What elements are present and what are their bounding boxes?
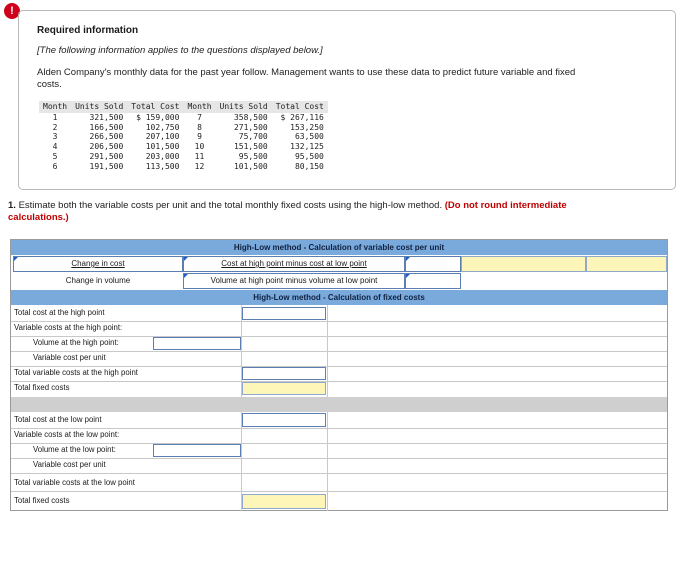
section-separator — [11, 397, 667, 412]
cost-cell: 207,100 — [145, 132, 180, 142]
high-variable-cost-per-unit-label: Variable cost per unit — [33, 353, 106, 362]
question-body: Estimate both the variable costs per unit and the total monthly fixed costs using the high-low method. — [18, 200, 443, 211]
row-divider — [11, 458, 667, 459]
month-cell: 8 — [197, 122, 202, 132]
units-cell: 151,500 — [233, 142, 268, 152]
low-total-cost-label: Total cost at the low point — [14, 415, 102, 424]
low-volume-input[interactable] — [153, 444, 241, 457]
low-variable-cost-per-unit-label: Variable cost per unit — [33, 460, 106, 469]
volume-formula-label: Volume at high point minus volume at low point — [183, 273, 405, 289]
cost-cell: $ 267,116 — [280, 113, 324, 122]
low-total-variable-costs-label: Total variable costs at the low point — [14, 478, 135, 487]
table-row — [39, 113, 328, 123]
required-information-title: Required information — [37, 25, 139, 36]
dropdown-marker-icon — [184, 274, 188, 278]
cost-cell: 102,750 — [145, 122, 180, 132]
month-cell: 10 — [194, 142, 205, 152]
cost-cell: 95,500 — [294, 151, 324, 161]
cost-cell: 101,500 — [145, 142, 180, 152]
month-cell: 12 — [194, 161, 205, 171]
monthly-data-table — [39, 101, 328, 171]
table-row — [39, 132, 328, 142]
units-cell: 75,700 — [238, 132, 268, 142]
cost-cell: 113,500 — [145, 161, 180, 171]
high-volume-label: Volume at the high point: — [33, 338, 119, 347]
month-cell: 6 — [52, 161, 58, 171]
row-divider — [11, 473, 667, 474]
cost-cell: $ 159,000 — [136, 113, 180, 122]
header-total-cost: Total Cost — [127, 101, 183, 113]
change-in-cost-value-input[interactable] — [405, 256, 461, 272]
question-instruction: (Do not round intermediate calculations.) — [8, 200, 567, 223]
high-low-worksheet — [10, 239, 668, 511]
change-in-volume-row — [11, 273, 667, 290]
low-total-fixed-costs-input[interactable] — [242, 494, 326, 509]
change-in-volume-value-input[interactable] — [405, 273, 461, 289]
question-number: 1. — [8, 200, 16, 211]
month-cell: 11 — [194, 151, 205, 161]
dropdown-marker-icon — [14, 257, 18, 261]
change-in-volume-label: Change in volume — [65, 276, 131, 285]
cost-formula-text: Cost at high point minus cost at low point — [221, 259, 367, 268]
units-cell: 101,500 — [233, 161, 268, 171]
row-divider — [11, 491, 667, 492]
month-cell: 1 — [52, 113, 58, 122]
high-total-cost-label: Total cost at the high point — [14, 308, 105, 317]
units-cell: 271,500 — [233, 122, 268, 132]
dropdown-marker-icon — [406, 257, 410, 261]
low-volume-label: Volume at the low point: — [33, 445, 116, 454]
table-row — [39, 123, 328, 133]
high-variable-costs-label: Variable costs at the high point: — [14, 323, 123, 332]
month-cell: 7 — [197, 113, 202, 122]
units-cell: 291,500 — [89, 151, 124, 161]
low-variable-costs-label: Variable costs at the low point: — [14, 430, 120, 439]
high-total-cost-input[interactable] — [242, 307, 326, 320]
variable-cost-result-input[interactable] — [461, 256, 586, 272]
month-cell: 4 — [52, 142, 58, 152]
units-cell: 358,500 — [233, 113, 268, 122]
units-cell: 166,500 — [89, 122, 124, 132]
low-total-cost-input[interactable] — [242, 413, 326, 427]
units-cell: 206,500 — [89, 142, 124, 152]
problem-description: Alden Company's monthly data for the past year follow. Management wants to use these data to predict future variable and fixed costs. — [37, 67, 576, 90]
month-cell: 9 — [197, 132, 202, 142]
high-total-variable-costs-label: Total variable costs at the high point — [14, 368, 138, 377]
low-total-fixed-costs-label: Total fixed costs — [14, 496, 70, 505]
row-divider — [11, 351, 667, 352]
units-cell: 95,500 — [238, 151, 268, 161]
high-total-fixed-costs-input[interactable] — [242, 382, 326, 395]
cost-cell: 63,500 — [294, 132, 324, 142]
month-cell: 2 — [52, 122, 58, 132]
header-month: Month — [183, 101, 215, 113]
variable-cost-header: High-Low method - Calculation of variable cost per unit — [11, 240, 667, 255]
cost-cell: 153,250 — [290, 122, 324, 132]
change-in-cost-text: Change in cost — [71, 259, 125, 268]
units-cell: 266,500 — [89, 132, 124, 142]
units-cell: 321,500 — [89, 113, 124, 122]
header-total-cost: Total Cost — [272, 101, 328, 113]
table-header-row — [39, 101, 328, 113]
dropdown-marker-icon — [406, 274, 410, 278]
cost-cell: 80,150 — [294, 161, 324, 171]
cost-cell: 132,125 — [290, 142, 324, 152]
question-text — [8, 200, 620, 224]
high-total-variable-costs-input[interactable] — [242, 367, 326, 380]
header-units-sold: Units Sold — [216, 101, 272, 113]
month-cell: 3 — [52, 132, 58, 142]
row-divider — [11, 381, 667, 382]
fixed-cost-header: High-Low method - Calculation of fixed costs — [11, 290, 667, 305]
header-month: Month — [39, 101, 71, 113]
cost-cell: 203,000 — [145, 151, 180, 161]
header-units-sold: Units Sold — [71, 101, 127, 113]
variable-cost-unit-input[interactable] — [586, 256, 667, 272]
table-row — [39, 142, 328, 152]
alert-icon: ! — [4, 3, 20, 19]
change-in-cost-row — [11, 255, 667, 272]
high-volume-input[interactable] — [153, 337, 241, 350]
units-cell: 191,500 — [89, 161, 124, 171]
cost-formula-label — [183, 256, 405, 272]
change-in-cost-label — [13, 256, 183, 272]
table-row — [39, 152, 328, 162]
month-cell: 5 — [52, 151, 58, 161]
required-information-panel — [18, 10, 676, 190]
information-note: [The following information applies to the questions displayed below.] — [37, 45, 323, 56]
table-row — [39, 162, 328, 172]
dropdown-marker-icon — [184, 257, 188, 261]
high-total-fixed-costs-label: Total fixed costs — [14, 383, 70, 392]
